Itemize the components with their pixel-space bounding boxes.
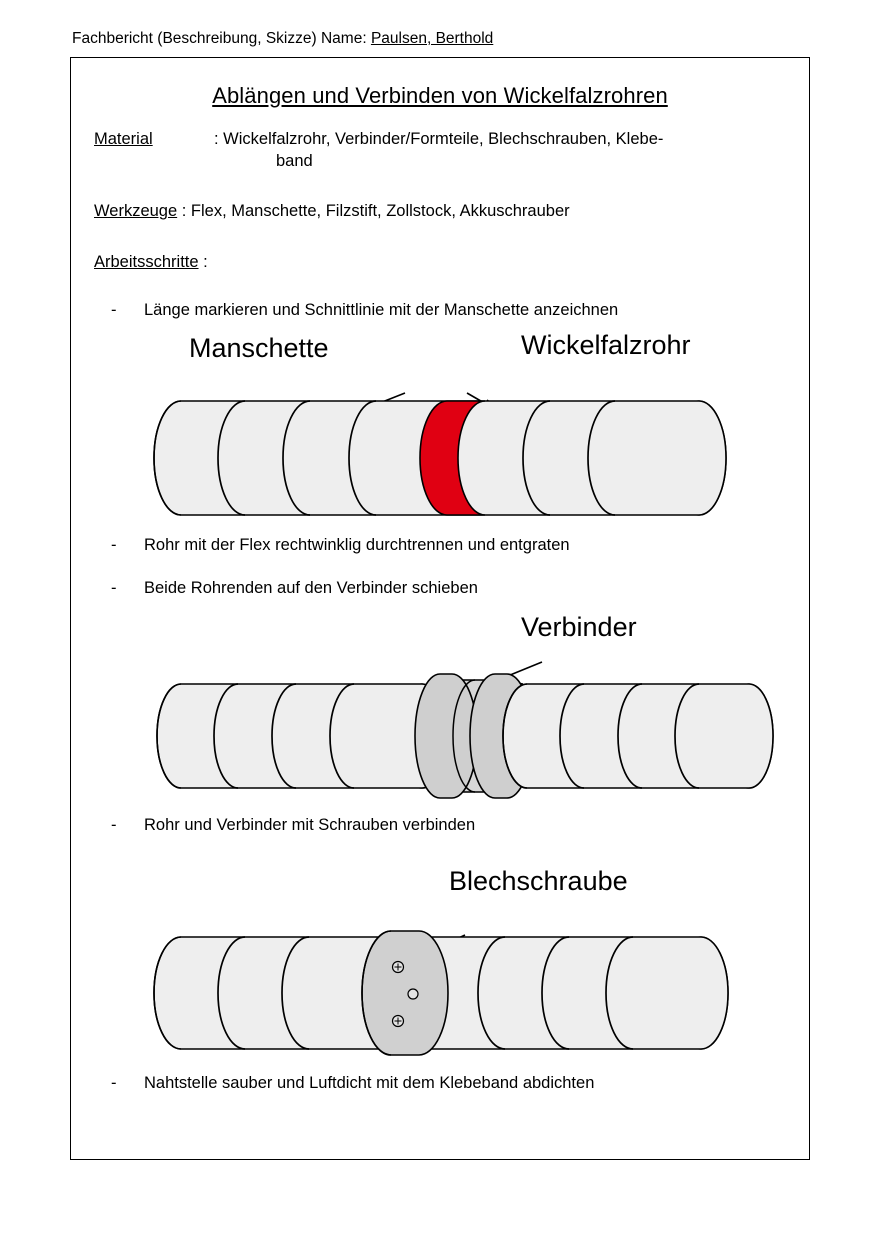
page-header [72,30,493,48]
header-prefix: Fachbericht (Beschreibung, Skizze) Name: [72,30,371,47]
figure-label-manschette: Manschette [189,333,329,363]
step-item [111,579,761,603]
material-label: Material [94,130,153,148]
step-bullet: - [111,536,117,554]
section-werkzeuge [94,200,570,222]
material-line1: Wickelfalzrohr, Verbinder/Formteile, Blechschrauben, Klebe- [223,130,664,148]
figure-label-verbinder: Verbinder [521,612,637,642]
werkzeuge-label: Werkzeuge [94,202,178,220]
figure-pipe-connector [95,638,795,813]
step-bullet: - [111,816,117,834]
step-text: Beide Rohrenden auf den Verbinder schieben [144,579,478,597]
material-separator: : [214,130,224,148]
step-item [111,536,761,560]
werkzeuge-content: Flex, Manschette, Filzstift, Zollstock, Akkuschrauber [190,202,570,220]
arbeitsschritte-label: Arbeitsschritte [94,253,199,271]
collar-band [362,931,448,1055]
document-frame [70,57,810,1160]
figure-label-blechschraube: Blechschraube [449,866,628,896]
figure-pipe-marking [95,353,795,533]
figure-pipe-screws [95,893,795,1073]
step-text: Rohr mit der Flex rechtwinklig durchtrennen und entgraten [144,536,570,554]
arbeitsschritte-separator: : [198,253,208,271]
step-bullet: - [111,1074,117,1092]
step-item [111,1074,761,1098]
page-title: Ablängen und Verbinden von Wickelfalzrohren [212,83,668,108]
material-content [214,128,774,173]
step-text: Länge markieren und Schnittlinie mit der Manschette anzeichnen [144,301,619,319]
werkzeuge-separator: : [177,202,191,220]
step-bullet: - [111,301,117,319]
figure-label-wickelfalzrohr: Wickelfalzrohr [521,330,691,360]
step-item [111,816,761,840]
step-text: Nahtstelle sauber und Luftdicht mit dem Klebeband abdichten [144,1074,595,1092]
step-text: Rohr und Verbinder mit Schrauben verbinden [144,816,476,834]
section-material [94,128,794,173]
section-arbeitsschritte [94,251,208,273]
header-student-name: Paulsen, Berthold [370,30,494,47]
material-line2: band [276,152,313,171]
pipe-body-right [503,684,773,788]
step-item [111,301,761,325]
pipe-body-left [157,684,446,788]
step-bullet: - [111,579,117,597]
